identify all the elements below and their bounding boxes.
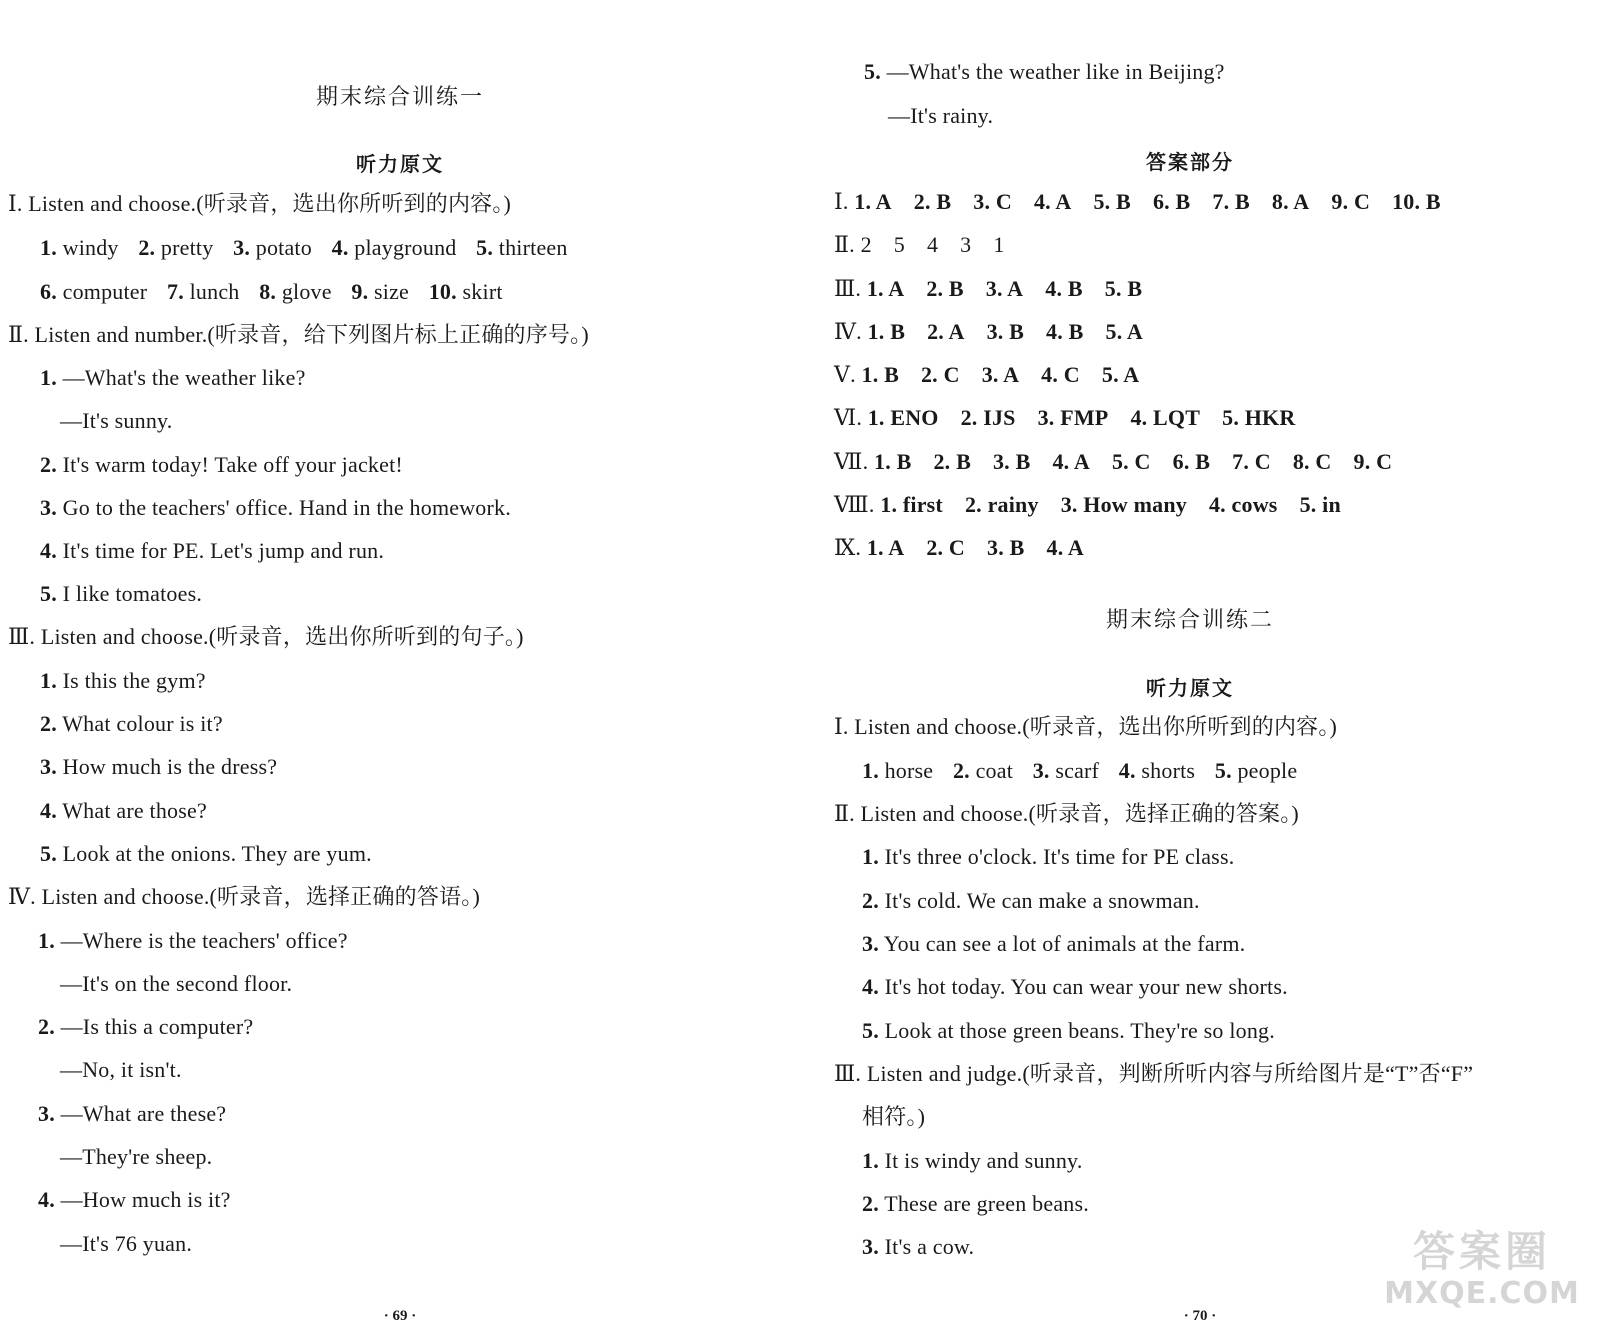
section-heading: Ⅰ. Listen and choose.(听录音，选出你所听到的内容。) <box>834 714 1338 739</box>
script-line: 4. What are those? <box>40 798 207 823</box>
answer-row: Ⅴ. 1. B 2. C 3. A 4. C 5. A <box>834 362 1140 387</box>
section-heading-continued: 相符。) <box>862 1104 926 1129</box>
script-line: 3. It's a cow. <box>862 1234 975 1259</box>
script-line: 1. It is windy and sunny. <box>862 1148 1083 1173</box>
page-number: · 69 · <box>383 1308 417 1324</box>
page-number: · 70 · <box>1183 1308 1217 1324</box>
script-line: 1. It's three o'clock. It's time for PE class. <box>862 844 1235 869</box>
answer-row: Ⅸ. 1. A 2. C 3. B 4. A <box>834 535 1084 560</box>
script-line: —It's rainy. <box>888 103 994 128</box>
script-line: —It's 76 yuan. <box>60 1231 193 1256</box>
script-line: 1. Is this the gym? <box>40 668 206 693</box>
listening-script-heading: 听力原文 <box>1146 676 1234 700</box>
script-line: —It's on the second floor. <box>60 971 293 996</box>
script-line: 3. Go to the teachers' office. Hand in the homework. <box>40 495 511 520</box>
script-line: 5. Look at those green beans. They're so long. <box>862 1018 1275 1043</box>
section-heading: Ⅲ. Listen and choose.(听录音，选出你所听到的句子。) <box>8 624 524 649</box>
answer-row: Ⅱ. 2 5 4 3 1 <box>834 232 1005 257</box>
script-line: 2. —Is this a computer? <box>38 1014 254 1039</box>
listening-script-heading: 听力原文 <box>356 152 444 176</box>
section-heading: Ⅱ. Listen and choose.(听录音，选择正确的答案。) <box>834 801 1299 826</box>
script-line: 4. It's hot today. You can wear your new shorts. <box>862 974 1288 999</box>
answers-heading: 答案部分 <box>1146 150 1234 174</box>
script-line: 4. —How much is it? <box>38 1187 231 1212</box>
section-heading: Ⅳ. Listen and choose.(听录音，选择正确的答语。) <box>8 884 480 909</box>
script-line: 3. You can see a lot of animals at the farm. <box>862 931 1246 956</box>
script-line: 1. —Where is the teachers' office? <box>38 928 348 953</box>
script-line: 2. These are green beans. <box>862 1191 1089 1216</box>
section-heading: Ⅲ. Listen and judge.(听录音，判断所听内容与所给图片是“T”否“F” <box>834 1061 1474 1086</box>
script-line: 2. It's cold. We can make a snowman. <box>862 888 1200 913</box>
answer-row: Ⅲ. 1. A 2. B 3. A 4. B 5. B <box>834 276 1143 301</box>
word-list-row: 1. windy 2. pretty 3. potato 4. playground 5. thirteen <box>40 235 568 260</box>
script-line: 5. Look at the onions. They are yum. <box>40 841 372 866</box>
section-heading: Ⅱ. Listen and number.(听录音，给下列图片标上正确的序号。) <box>8 322 589 347</box>
script-line: 5. I like tomatoes. <box>40 581 203 606</box>
exercise-title-2: 期末综合训练二 <box>1105 608 1274 633</box>
script-line: 5. —What's the weather like in Beijing? <box>864 59 1225 84</box>
word-list-row: 1. horse 2. coat 3. scarf 4. shorts 5. people <box>862 758 1298 783</box>
script-line: —No, it isn't. <box>60 1057 182 1082</box>
right-page <box>800 0 1600 1335</box>
script-line: —They're sheep. <box>60 1144 213 1169</box>
word-list-row: 6. computer 7. lunch 8. glove 9. size 10. skirt <box>40 279 503 304</box>
answer-row: Ⅳ. 1. B 2. A 3. B 4. B 5. A <box>834 319 1144 344</box>
answer-row: Ⅵ. 1. ENO 2. IJS 3. FMP 4. LQT 5. HKR <box>834 405 1296 430</box>
script-line: 4. It's time for PE. Let's jump and run. <box>40 538 385 563</box>
script-line: 3. How much is the dress? <box>40 754 278 779</box>
script-line: 2. It's warm today! Take off your jacket! <box>40 452 403 477</box>
answer-row: Ⅰ. 1. A 2. B 3. C 4. A 5. B 6. B 7. B 8. A 9. C 10. B <box>834 189 1441 214</box>
section-heading: Ⅰ. Listen and choose.(听录音，选出你所听到的内容。) <box>8 191 512 216</box>
answer-row: Ⅶ. 1. B 2. B 3. B 4. A 5. C 6. B 7. C 8. C 9. C <box>834 449 1393 474</box>
watermark-logo: 答案圈 MXQE.COM <box>1384 1227 1580 1311</box>
exercise-title-1: 期末综合训练一 <box>315 85 484 110</box>
script-line: 2. What colour is it? <box>40 711 223 736</box>
script-line: 1. —What's the weather like? <box>40 365 306 390</box>
script-line: 3. —What are these? <box>38 1101 227 1126</box>
answer-row: Ⅷ. 1. first 2. rainy 3. How many 4. cows 5. in <box>834 492 1341 517</box>
script-line: —It's sunny. <box>60 408 173 433</box>
